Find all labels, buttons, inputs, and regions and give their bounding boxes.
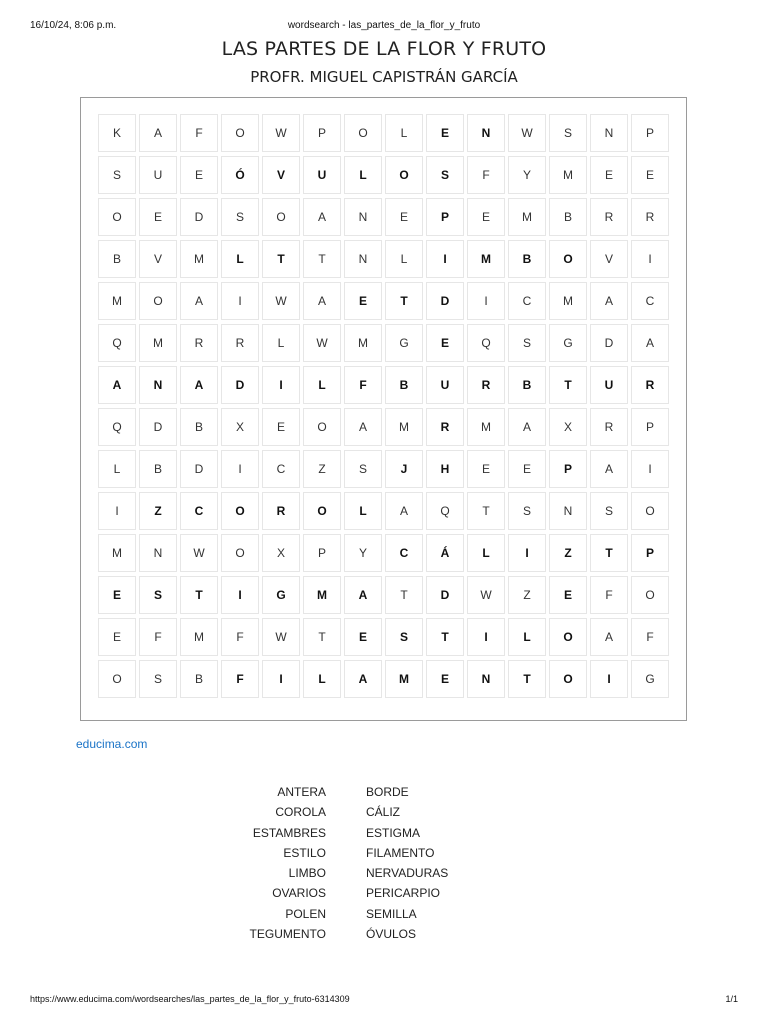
grid-cell: E xyxy=(426,660,464,698)
grid-cell: T xyxy=(426,618,464,656)
grid-cell: O xyxy=(303,492,341,530)
grid-cell: M xyxy=(549,156,587,194)
grid-cell: W xyxy=(262,114,300,152)
grid-cell: U xyxy=(303,156,341,194)
print-footer-page: 1/1 xyxy=(725,994,738,1004)
grid-cell: A xyxy=(180,282,218,320)
grid-cell: Y xyxy=(508,156,546,194)
grid-cell: X xyxy=(549,408,587,446)
grid-cell: K xyxy=(98,114,136,152)
print-header-datetime: 16/10/24, 8:06 p.m. xyxy=(30,20,117,31)
grid-cell: W xyxy=(180,534,218,572)
grid-cell: Á xyxy=(426,534,464,572)
grid-cell: E xyxy=(139,198,177,236)
grid-cell: R xyxy=(590,408,628,446)
grid-cell: S xyxy=(139,576,177,614)
grid-cell: M xyxy=(344,324,382,362)
grid-cell: E xyxy=(262,408,300,446)
grid-cell: B xyxy=(180,660,218,698)
grid-cell: S xyxy=(385,618,423,656)
grid-cell: S xyxy=(98,156,136,194)
grid-cell: E xyxy=(98,618,136,656)
grid-cell: N xyxy=(344,240,382,278)
grid-cell: T xyxy=(549,366,587,404)
grid-cell: P xyxy=(631,534,669,572)
grid-cell: P xyxy=(303,534,341,572)
grid-cell: W xyxy=(508,114,546,152)
grid-cell: T xyxy=(262,240,300,278)
grid-cell: N xyxy=(549,492,587,530)
grid-cell: W xyxy=(303,324,341,362)
page-title: LAS PARTES DE LA FLOR Y FRUTO xyxy=(221,38,547,60)
word-list-item: TEGUMENTO xyxy=(249,927,326,942)
grid-cell: S xyxy=(508,324,546,362)
grid-cell: W xyxy=(262,282,300,320)
grid-cell: A xyxy=(508,408,546,446)
grid-cell: S xyxy=(426,156,464,194)
word-list-item: ANTERA xyxy=(277,785,326,799)
grid-cell: P xyxy=(549,450,587,488)
grid-cell: E xyxy=(344,282,382,320)
grid-cell: I xyxy=(631,240,669,278)
grid-cell: L xyxy=(385,240,423,278)
grid-cell: F xyxy=(467,156,505,194)
grid-cell: Q xyxy=(98,324,136,362)
grid-cell: E xyxy=(426,324,464,362)
grid-cell: S xyxy=(590,492,628,530)
grid-cell: D xyxy=(180,198,218,236)
grid-cell: V xyxy=(262,156,300,194)
grid-cell: E xyxy=(508,450,546,488)
grid-cell: T xyxy=(385,282,423,320)
grid-cell: Z xyxy=(303,450,341,488)
author-subtitle: PROFR. MIGUEL CAPISTRÁN GARCÍA xyxy=(250,68,518,86)
grid-cell: I xyxy=(467,282,505,320)
grid-cell: B xyxy=(139,450,177,488)
grid-cell: L xyxy=(385,114,423,152)
grid-cell: M xyxy=(139,324,177,362)
grid-cell: E xyxy=(467,198,505,236)
word-list-item: LIMBO xyxy=(288,866,326,881)
grid-cell: B xyxy=(508,240,546,278)
grid-cell: L xyxy=(508,618,546,656)
grid-cell: G xyxy=(385,324,423,362)
grid-cell: O xyxy=(262,198,300,236)
grid-cell: Ó xyxy=(221,156,259,194)
grid-cell: N xyxy=(344,198,382,236)
grid-cell: M xyxy=(385,408,423,446)
print-header-title: wordsearch - las_partes_de_la_flor_y_fruto xyxy=(287,20,481,31)
grid-cell: F xyxy=(139,618,177,656)
grid-cell: N xyxy=(467,660,505,698)
grid-cell: P xyxy=(426,198,464,236)
grid-cell: L xyxy=(98,450,136,488)
letter-grid xyxy=(98,114,669,698)
grid-cell: S xyxy=(139,660,177,698)
grid-cell: Z xyxy=(139,492,177,530)
grid-cell: T xyxy=(180,576,218,614)
grid-cell: W xyxy=(262,618,300,656)
grid-cell: S xyxy=(221,198,259,236)
grid-cell: I xyxy=(221,282,259,320)
grid-cell: G xyxy=(549,324,587,362)
grid-cell: O xyxy=(139,282,177,320)
grid-cell: M xyxy=(508,198,546,236)
grid-cell: E xyxy=(98,576,136,614)
grid-cell: O xyxy=(221,534,259,572)
grid-cell: C xyxy=(180,492,218,530)
grid-cell: Q xyxy=(98,408,136,446)
grid-cell: Q xyxy=(426,492,464,530)
grid-cell: M xyxy=(467,408,505,446)
grid-cell: M xyxy=(467,240,505,278)
grid-cell: A xyxy=(344,660,382,698)
grid-cell: B xyxy=(549,198,587,236)
grid-cell: I xyxy=(590,660,628,698)
grid-cell: O xyxy=(631,492,669,530)
grid-cell: U xyxy=(139,156,177,194)
grid-cell: C xyxy=(631,282,669,320)
grid-cell: L xyxy=(303,366,341,404)
grid-cell: C xyxy=(262,450,300,488)
grid-cell: L xyxy=(262,324,300,362)
grid-cell: L xyxy=(303,660,341,698)
grid-cell: R xyxy=(631,198,669,236)
grid-cell: E xyxy=(385,198,423,236)
grid-cell: A xyxy=(590,282,628,320)
grid-cell: O xyxy=(549,618,587,656)
grid-cell: Z xyxy=(508,576,546,614)
grid-cell: T xyxy=(385,576,423,614)
grid-cell: A xyxy=(344,408,382,446)
grid-cell: A xyxy=(303,282,341,320)
grid-cell: I xyxy=(631,450,669,488)
grid-cell: M xyxy=(180,618,218,656)
grid-cell: X xyxy=(221,408,259,446)
grid-cell: R xyxy=(262,492,300,530)
credit-link[interactable]: educima.com xyxy=(76,737,148,751)
grid-cell: A xyxy=(98,366,136,404)
grid-cell: D xyxy=(221,366,259,404)
grid-cell: D xyxy=(139,408,177,446)
grid-cell: T xyxy=(508,660,546,698)
grid-cell: Q xyxy=(467,324,505,362)
grid-cell: A xyxy=(139,114,177,152)
grid-cell: I xyxy=(508,534,546,572)
grid-cell: A xyxy=(180,366,218,404)
grid-cell: L xyxy=(344,156,382,194)
grid-cell: A xyxy=(590,450,628,488)
grid-cell: G xyxy=(262,576,300,614)
grid-cell: I xyxy=(98,492,136,530)
grid-cell: M xyxy=(98,282,136,320)
grid-cell: H xyxy=(426,450,464,488)
grid-cell: S xyxy=(549,114,587,152)
grid-cell: Y xyxy=(344,534,382,572)
grid-cell: G xyxy=(631,660,669,698)
grid-cell: F xyxy=(221,660,259,698)
grid-cell: T xyxy=(590,534,628,572)
word-list xyxy=(220,782,550,944)
grid-cell: R xyxy=(631,366,669,404)
grid-cell: M xyxy=(98,534,136,572)
grid-cell: J xyxy=(385,450,423,488)
word-list-item: ESTIGMA xyxy=(366,825,421,840)
grid-cell: O xyxy=(98,198,136,236)
grid-cell: O xyxy=(98,660,136,698)
grid-cell: I xyxy=(221,576,259,614)
grid-cell: N xyxy=(139,534,177,572)
word-list-item: ESTILO xyxy=(283,845,326,860)
grid-cell: B xyxy=(180,408,218,446)
word-list-item: FILAMENTO xyxy=(366,845,435,860)
grid-cell: L xyxy=(221,240,259,278)
grid-cell: F xyxy=(590,576,628,614)
grid-cell: U xyxy=(590,366,628,404)
grid-cell: R xyxy=(180,324,218,362)
grid-cell: O xyxy=(221,114,259,152)
grid-cell: M xyxy=(385,660,423,698)
grid-cell: A xyxy=(344,576,382,614)
grid-cell: V xyxy=(139,240,177,278)
grid-cell: Z xyxy=(549,534,587,572)
grid-cell: T xyxy=(303,618,341,656)
grid-cell: X xyxy=(262,534,300,572)
word-list-item: ESTAMBRES xyxy=(252,825,326,840)
grid-cell: B xyxy=(98,240,136,278)
grid-cell: O xyxy=(549,240,587,278)
grid-cell: D xyxy=(180,450,218,488)
grid-cell: E xyxy=(631,156,669,194)
word-list-item: BORDE xyxy=(366,785,409,799)
grid-cell: R xyxy=(590,198,628,236)
print-footer-url: https://www.educima.com/wordsearches/las_partes_de_la_flor_y_fruto-6314309 xyxy=(30,994,350,1004)
grid-cell: N xyxy=(590,114,628,152)
grid-cell: S xyxy=(508,492,546,530)
grid-cell: O xyxy=(344,114,382,152)
word-list-item: OVARIOS xyxy=(272,886,326,901)
grid-cell: F xyxy=(344,366,382,404)
grid-cell: C xyxy=(508,282,546,320)
grid-cell: I xyxy=(262,366,300,404)
grid-cell: P xyxy=(631,114,669,152)
word-list-item: PERICARPIO xyxy=(366,886,441,901)
grid-cell: E xyxy=(426,114,464,152)
word-list-item: ÓVULOS xyxy=(366,927,417,942)
word-list-item: COROLA xyxy=(275,805,326,820)
grid-cell: O xyxy=(631,576,669,614)
grid-cell: O xyxy=(221,492,259,530)
grid-cell: A xyxy=(631,324,669,362)
grid-cell: D xyxy=(590,324,628,362)
grid-cell: E xyxy=(549,576,587,614)
grid-cell: C xyxy=(385,534,423,572)
grid-cell: L xyxy=(467,534,505,572)
grid-cell: B xyxy=(385,366,423,404)
grid-cell: D xyxy=(426,576,464,614)
word-list-item: CÁLIZ xyxy=(366,805,401,820)
grid-cell: U xyxy=(426,366,464,404)
grid-cell: A xyxy=(590,618,628,656)
grid-cell: E xyxy=(590,156,628,194)
grid-cell: M xyxy=(180,240,218,278)
grid-cell: R xyxy=(221,324,259,362)
grid-cell: N xyxy=(139,366,177,404)
grid-cell: W xyxy=(467,576,505,614)
word-list-item: NERVADURAS xyxy=(366,866,449,881)
grid-cell: O xyxy=(303,408,341,446)
grid-cell: O xyxy=(385,156,423,194)
grid-cell: F xyxy=(180,114,218,152)
grid-cell: O xyxy=(549,660,587,698)
grid-cell: P xyxy=(303,114,341,152)
grid-cell: P xyxy=(631,408,669,446)
grid-cell: T xyxy=(467,492,505,530)
grid-cell: E xyxy=(467,450,505,488)
grid-cell: F xyxy=(631,618,669,656)
grid-cell: A xyxy=(385,492,423,530)
word-list-item: POLEN xyxy=(285,906,326,921)
grid-cell: I xyxy=(262,660,300,698)
grid-cell: R xyxy=(426,408,464,446)
grid-cell: M xyxy=(549,282,587,320)
grid-cell: F xyxy=(221,618,259,656)
grid-cell: L xyxy=(344,492,382,530)
grid-cell: M xyxy=(303,576,341,614)
word-list-item: SEMILLA xyxy=(366,906,417,921)
grid-cell: D xyxy=(426,282,464,320)
grid-cell: T xyxy=(303,240,341,278)
grid-cell: I xyxy=(221,450,259,488)
grid-cell: E xyxy=(344,618,382,656)
grid-cell: R xyxy=(467,366,505,404)
grid-cell: I xyxy=(467,618,505,656)
grid-cell: N xyxy=(467,114,505,152)
grid-cell: S xyxy=(344,450,382,488)
grid-cell: A xyxy=(303,198,341,236)
grid-cell: E xyxy=(180,156,218,194)
grid-cell: I xyxy=(426,240,464,278)
grid-cell: V xyxy=(590,240,628,278)
grid-cell: B xyxy=(508,366,546,404)
